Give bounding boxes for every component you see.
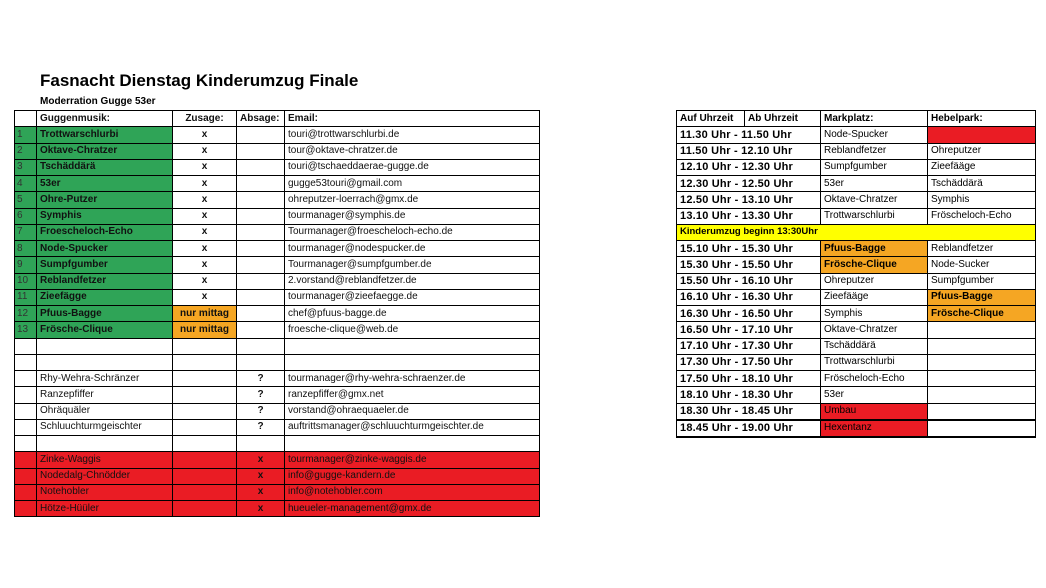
hebelpark-cell [928, 127, 1036, 143]
table-row [15, 436, 540, 452]
header-absage: Absage: [237, 111, 285, 127]
time-slot: 18.45 Uhr - 19.00 Uhr [677, 420, 821, 437]
absage-mark [237, 306, 285, 322]
table-row [15, 403, 540, 419]
row-number: 6 [15, 208, 37, 224]
row-number [15, 501, 37, 517]
row-number: 5 [15, 192, 37, 208]
guggen-name: Froescheloch-Echo [37, 224, 173, 240]
zusage-mark: x [173, 241, 237, 257]
absage-mark [237, 127, 285, 143]
zusage-mark [173, 452, 237, 468]
table-row [15, 484, 540, 500]
zusage-mark [173, 419, 237, 435]
time-slot: 16.50 Uhr - 17.10 Uhr [677, 322, 821, 338]
row-number [15, 484, 37, 500]
zusage-mark [173, 403, 237, 419]
hebelpark-cell: Node-Sucker [928, 257, 1036, 273]
guggen-name: Ohre-Putzer [37, 192, 173, 208]
table-row [15, 143, 540, 159]
email-cell [285, 354, 540, 370]
schedule-row [677, 371, 1036, 387]
absage-mark [237, 176, 285, 192]
row-number [15, 468, 37, 484]
markplatz-cell: Oktave-Chratzer [821, 322, 928, 338]
markplatz-cell: Symphis [821, 306, 928, 322]
absage-mark [237, 159, 285, 175]
table-row [15, 306, 540, 322]
absage-mark [237, 208, 285, 224]
absage-mark [237, 354, 285, 370]
left-table-header [15, 111, 540, 127]
markplatz-cell: Ohreputzer [821, 273, 928, 289]
time-slot: 11.50 Uhr - 12.10 Uhr [677, 143, 821, 159]
markplatz-cell: Trottwarschlurbi [821, 354, 928, 370]
table-row [15, 501, 540, 517]
guggen-name: Rhy-Wehra-Schränzer [37, 371, 173, 387]
zusage-mark [173, 468, 237, 484]
guggen-name: Pfuus-Bagge [37, 306, 173, 322]
zusage-mark: x [173, 257, 237, 273]
email-cell: tourmanager@nodespucker.de [285, 241, 540, 257]
time-slot: 18.10 Uhr - 18.30 Uhr [677, 387, 821, 403]
time-slot: 15.10 Uhr - 15.30 Uhr [677, 241, 821, 257]
row-number [15, 387, 37, 403]
table-row [15, 257, 540, 273]
guggen-name: Schluuchturmgeischter [37, 419, 173, 435]
zusage-mark: x [173, 208, 237, 224]
row-number: 8 [15, 241, 37, 257]
guggen-name: Symphis [37, 208, 173, 224]
row-number [15, 354, 37, 370]
guggen-name: Hötze-Hüüler [37, 501, 173, 517]
time-slot: 12.50 Uhr - 13.10 Uhr [677, 192, 821, 208]
time-slot: 11.30 Uhr - 11.50 Uhr [677, 127, 821, 143]
email-cell: gugge53touri@gmail.com [285, 176, 540, 192]
document-title: Fasnacht Dienstag Kinderumzug Finale [40, 71, 359, 90]
email-cell: hueueler-management@gmx.de [285, 501, 540, 517]
table-row [15, 338, 540, 354]
table-row [15, 208, 540, 224]
guggen-name: Ohräquäler [37, 403, 173, 419]
absage-mark: x [237, 468, 285, 484]
hebelpark-cell: Ohreputzer [928, 143, 1036, 159]
table-row [15, 127, 540, 143]
email-cell: chef@pfuus-bagge.de [285, 306, 540, 322]
email-cell: tour@oktave-chratzer.de [285, 143, 540, 159]
hebelpark-cell [928, 420, 1036, 437]
row-number: 9 [15, 257, 37, 273]
absage-mark [237, 257, 285, 273]
zusage-mark: nur mittag [173, 322, 237, 338]
absage-mark [237, 289, 285, 305]
hebelpark-cell [928, 322, 1036, 338]
row-number: 13 [15, 322, 37, 338]
absage-mark [237, 143, 285, 159]
time-slot: 16.30 Uhr - 16.50 Uhr [677, 306, 821, 322]
row-number: 3 [15, 159, 37, 175]
guggen-name: Node-Spucker [37, 241, 173, 257]
zusage-mark [173, 436, 237, 452]
table-row [15, 159, 540, 175]
schedule-table [676, 110, 1036, 438]
schedule-row [677, 289, 1036, 305]
time-slot: 15.50 Uhr - 16.10 Uhr [677, 273, 821, 289]
header-markplatz: Markplatz: [821, 111, 928, 127]
header-auf-uhrzeit: Auf Uhrzeit [677, 111, 745, 127]
email-cell: info@notehobler.com [285, 484, 540, 500]
row-number [15, 371, 37, 387]
schedule-row [677, 420, 1036, 437]
hebelpark-cell: Zieefääge [928, 159, 1036, 175]
schedule-row [677, 387, 1036, 403]
schedule-row [677, 127, 1036, 143]
zusage-mark: nur mittag [173, 306, 237, 322]
header-num [15, 111, 37, 127]
hebelpark-cell: Fröscheloch-Echo [928, 208, 1036, 224]
hebelpark-cell: Symphis [928, 192, 1036, 208]
table-row [15, 354, 540, 370]
absage-mark [237, 338, 285, 354]
table-row [15, 176, 540, 192]
absage-mark: x [237, 484, 285, 500]
absage-mark [237, 436, 285, 452]
table-row [15, 419, 540, 435]
row-number [15, 338, 37, 354]
email-cell: auftrittsmanager@schluuchturmgeischter.de [285, 419, 540, 435]
row-number [15, 436, 37, 452]
hebelpark-cell: Reblandfetzer [928, 241, 1036, 257]
markplatz-cell: 53er [821, 387, 928, 403]
hebelpark-cell: Frösche-Clique [928, 306, 1036, 322]
zusage-mark [173, 484, 237, 500]
markplatz-cell: Node-Spucker [821, 127, 928, 143]
hebelpark-cell: Tschäddärä [928, 176, 1036, 192]
guggen-name: 53er [37, 176, 173, 192]
guggen-name [37, 354, 173, 370]
zusage-mark [173, 354, 237, 370]
markplatz-cell: Trottwarschlurbi [821, 208, 928, 224]
guggen-name: Frösche-Clique [37, 322, 173, 338]
document-subtitle: Moderration Gugge 53er [40, 96, 156, 107]
time-slot: 12.10 Uhr - 12.30 Uhr [677, 159, 821, 175]
schedule-row [677, 241, 1036, 257]
markplatz-cell: Umbau [821, 403, 928, 420]
absage-mark [237, 241, 285, 257]
table-row [15, 192, 540, 208]
right-table-header [677, 111, 1036, 127]
email-cell: tourmanager@rhy-wehra-schraenzer.de [285, 371, 540, 387]
table-row [15, 289, 540, 305]
zusage-mark: x [173, 159, 237, 175]
schedule-row [677, 403, 1036, 420]
header-zusage: Zusage: [173, 111, 237, 127]
hebelpark-cell [928, 387, 1036, 403]
zusage-mark [173, 371, 237, 387]
email-cell: touri@tschaeddaerae-gugge.de [285, 159, 540, 175]
zusage-mark [173, 501, 237, 517]
zusage-mark: x [173, 127, 237, 143]
zusage-mark: x [173, 176, 237, 192]
table-row [15, 241, 540, 257]
hebelpark-cell [928, 403, 1036, 420]
absage-mark [237, 192, 285, 208]
markplatz-cell: Reblandfetzer [821, 143, 928, 159]
guggen-name: Sumpfgumber [37, 257, 173, 273]
time-slot: 17.30 Uhr - 17.50 Uhr [677, 354, 821, 370]
table-row [15, 322, 540, 338]
guggen-name: Reblandfetzer [37, 273, 173, 289]
hebelpark-cell [928, 338, 1036, 354]
row-number [15, 403, 37, 419]
email-cell: froesche-clique@web.de [285, 322, 540, 338]
guggen-name [37, 338, 173, 354]
row-number: 7 [15, 224, 37, 240]
markplatz-cell: Fröscheloch-Echo [821, 371, 928, 387]
schedule-row [677, 306, 1036, 322]
guggen-name: Zieefägge [37, 289, 173, 305]
table-row [15, 273, 540, 289]
row-number: 4 [15, 176, 37, 192]
absage-mark [237, 224, 285, 240]
guggen-name: Nodedalg-Chnödder [37, 468, 173, 484]
table-row [15, 468, 540, 484]
absage-mark: x [237, 452, 285, 468]
schedule-row [677, 143, 1036, 159]
schedule-row [677, 338, 1036, 354]
schedule-row [677, 322, 1036, 338]
hebelpark-cell [928, 371, 1036, 387]
markplatz-cell: 53er [821, 176, 928, 192]
time-slot: 17.50 Uhr - 18.10 Uhr [677, 371, 821, 387]
row-number: 11 [15, 289, 37, 305]
guggen-name: Ranzepfiffer [37, 387, 173, 403]
row-number: 10 [15, 273, 37, 289]
email-cell: vorstand@ohraequaeler.de [285, 403, 540, 419]
zusage-mark: x [173, 143, 237, 159]
schedule-row [677, 257, 1036, 273]
markplatz-cell: Sumpfgumber [821, 159, 928, 175]
header-ab-uhrzeit: Ab Uhrzeit [745, 111, 821, 127]
guggen-name [37, 436, 173, 452]
time-slot: 13.10 Uhr - 13.30 Uhr [677, 208, 821, 224]
schedule-row [677, 208, 1036, 224]
email-cell: 2.vorstand@reblandfetzer.de [285, 273, 540, 289]
email-cell: info@gugge-kandern.de [285, 468, 540, 484]
guggen-status-table [14, 110, 540, 517]
time-slot: 18.30 Uhr - 18.45 Uhr [677, 403, 821, 420]
schedule-row [677, 273, 1036, 289]
email-cell: tourmanager@zinke-waggis.de [285, 452, 540, 468]
schedule-row [677, 159, 1036, 175]
table-row [15, 224, 540, 240]
email-cell: Tourmanager@sumpfgumber.de [285, 257, 540, 273]
row-number: 12 [15, 306, 37, 322]
markplatz-cell: Oktave-Chratzer [821, 192, 928, 208]
absage-mark: ? [237, 387, 285, 403]
schedule-row [677, 192, 1036, 208]
schedule-row [677, 354, 1036, 370]
absage-mark: ? [237, 371, 285, 387]
schedule-banner: Kinderumzug beginn 13:30Uhr [677, 224, 1036, 240]
schedule-row [677, 176, 1036, 192]
header-guggenmusik: Guggenmusik: [37, 111, 173, 127]
email-cell: ranzepfiffer@gmx.net [285, 387, 540, 403]
markplatz-cell: Frösche-Clique [821, 257, 928, 273]
row-number: 2 [15, 143, 37, 159]
hebelpark-cell: Sumpfgumber [928, 273, 1036, 289]
email-cell: tourmanager@zieefaegge.de [285, 289, 540, 305]
zusage-mark: x [173, 273, 237, 289]
absage-mark: x [237, 501, 285, 517]
zusage-mark [173, 387, 237, 403]
hebelpark-cell [928, 354, 1036, 370]
time-slot: 17.10 Uhr - 17.30 Uhr [677, 338, 821, 354]
row-number: 1 [15, 127, 37, 143]
guggen-name: Trottwarschlurbi [37, 127, 173, 143]
email-cell: tourmanager@symphis.de [285, 208, 540, 224]
email-cell: Tourmanager@froescheloch-echo.de [285, 224, 540, 240]
guggen-name: Tschäddärä [37, 159, 173, 175]
markplatz-cell: Tschäddärä [821, 338, 928, 354]
zusage-mark: x [173, 289, 237, 305]
zusage-mark [173, 338, 237, 354]
time-slot: 15.30 Uhr - 15.50 Uhr [677, 257, 821, 273]
time-slot: 16.10 Uhr - 16.30 Uhr [677, 289, 821, 305]
email-cell [285, 338, 540, 354]
time-slot: 12.30 Uhr - 12.50 Uhr [677, 176, 821, 192]
header-hebelpark: Hebelpark: [928, 111, 1036, 127]
guggen-name: Zinke-Waggis [37, 452, 173, 468]
row-number [15, 419, 37, 435]
absage-mark: ? [237, 419, 285, 435]
guggen-name: Notehobler [37, 484, 173, 500]
absage-mark: ? [237, 403, 285, 419]
email-cell: ohreputzer-loerrach@gmx.de [285, 192, 540, 208]
markplatz-cell: Hexentanz [821, 420, 928, 437]
table-row [15, 371, 540, 387]
table-row [15, 452, 540, 468]
hebelpark-cell: Pfuus-Bagge [928, 289, 1036, 305]
zusage-mark: x [173, 192, 237, 208]
zusage-mark: x [173, 224, 237, 240]
markplatz-cell: Zieefääge [821, 289, 928, 305]
email-cell: touri@trottwarschlurbi.de [285, 127, 540, 143]
email-cell [285, 436, 540, 452]
row-number [15, 452, 37, 468]
absage-mark [237, 322, 285, 338]
schedule-row [677, 224, 1036, 240]
absage-mark [237, 273, 285, 289]
guggen-name: Oktave-Chratzer [37, 143, 173, 159]
header-email: Email: [285, 111, 540, 127]
table-row [15, 387, 540, 403]
markplatz-cell: Pfuus-Bagge [821, 241, 928, 257]
